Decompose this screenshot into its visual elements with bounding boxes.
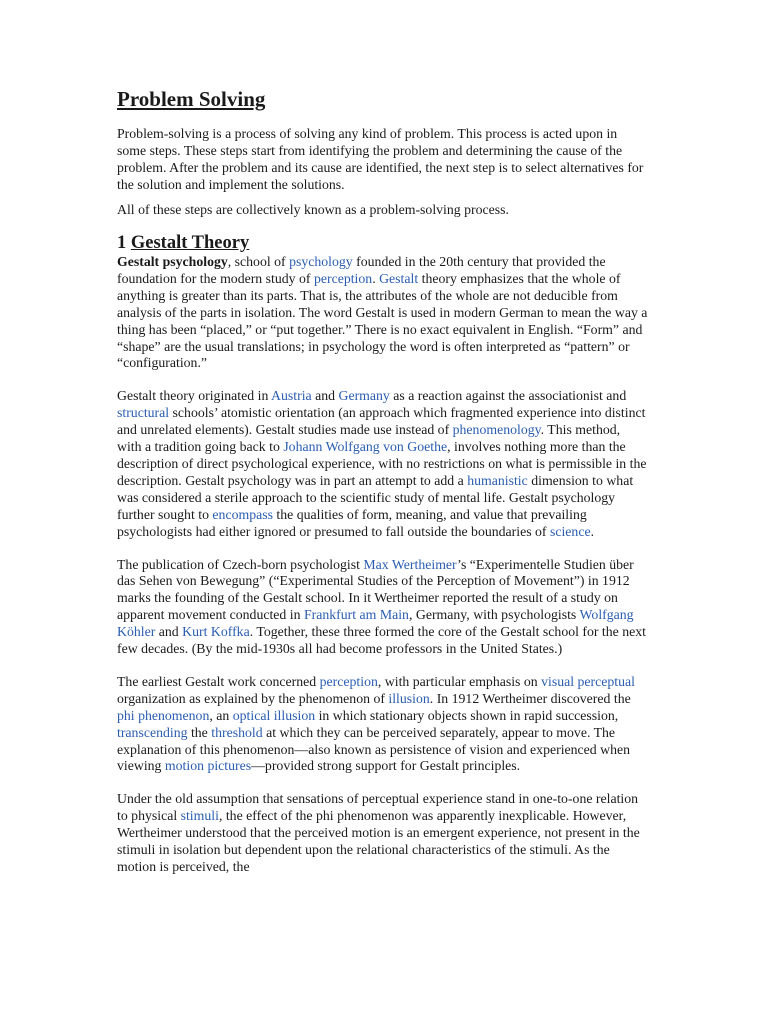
- text-run: the qualities of form, meaning, and value that prevailing psychologists had either ignored or presumed to fall outside the boundaries of: [117, 506, 587, 539]
- text-run: dimension to what was considered a sterile approach to the scientific study of mental life. Gestalt psychology further sought to: [117, 472, 634, 522]
- text-run: Under the old assumption that sensations of perceptual experience stand in one-to-one relation to physical: [117, 791, 639, 824]
- section-heading-text: Gestalt Theory: [130, 233, 250, 253]
- text-run: , an: [209, 707, 233, 723]
- body-paragraph-5: [117, 791, 648, 876]
- hyperlink[interactable]: humanistic: [467, 472, 528, 488]
- text-run: as a reaction against the associationist and: [389, 388, 627, 404]
- hyperlink[interactable]: perception: [319, 673, 378, 689]
- text-run: and: [155, 624, 183, 640]
- hyperlink[interactable]: optical illusion: [232, 707, 316, 723]
- hyperlink[interactable]: stimuli: [180, 808, 219, 824]
- body-paragraph-4: [117, 674, 648, 775]
- text-run: organization as explained by the phenomenon of: [117, 690, 389, 706]
- text-run: . Together, these three formed the core of the Gestalt school for the next few decades. (By the mid-1930s all had become professors in the United States.): [117, 624, 646, 657]
- page-title: Problem Solving: [117, 87, 266, 111]
- text-run: , the effect of the phi phenomenon was apparently inexplicable. However, Wertheimer understood that the perceived motion is an emergent experience, not present in the stimuli in isolation but dependent upon the relational characteristics of the stimuli. As the motion is perceived, the: [117, 808, 640, 874]
- hyperlink[interactable]: Frankfurt am Main: [303, 607, 409, 623]
- hyperlink[interactable]: Gestalt: [379, 270, 419, 286]
- hyperlink[interactable]: motion pictures: [164, 758, 252, 774]
- text-run: in which stationary objects shown in rapid succession,: [315, 707, 619, 723]
- text-run: schools’ atomistic orientation (an approach which fragmented experience into distinct and unrelated elements). Gestalt studies made use instead of: [117, 405, 646, 438]
- text-run: theory emphasizes that the whole of anything is greater than its parts. That is, the attributes of the whole are not deducible from analysis of the parts in isolation. The word Gestalt is used in modern German to mean the way a thing has been “placed,” or “put together.” There is no exact equivalent in English. “Form” and “shape” are the usual translations; in psychology the word is often interpreted as “pattern” or “configuration.”: [117, 270, 648, 371]
- text-run: , involves nothing more than the description of direct psychological experience, with no restrictions on what is permissible in the description. Gestalt psychology was in part an attempt to add a: [117, 439, 647, 488]
- hyperlink[interactable]: perception: [313, 270, 373, 286]
- text-run: .: [590, 523, 595, 539]
- hyperlink[interactable]: Kurt Koffka: [182, 624, 250, 640]
- section-body: [117, 254, 648, 876]
- section-heading: [117, 232, 648, 254]
- hyperlink[interactable]: phi phenomenon: [117, 707, 210, 723]
- hyperlink[interactable]: Max Wertheimer: [363, 556, 458, 572]
- hyperlink[interactable]: transcending: [117, 724, 188, 740]
- text-run: , Germany, with psychologists: [408, 607, 580, 623]
- text-run: . This method, with a tradition going back to: [117, 422, 621, 455]
- body-paragraph-1: [117, 254, 648, 372]
- bold-term: Gestalt psychology: [117, 254, 228, 269]
- text-run: and: [311, 388, 339, 404]
- hyperlink[interactable]: Wolfgang Köhler: [117, 607, 634, 640]
- hyperlink[interactable]: illusion: [388, 690, 430, 706]
- text-run: founded in the 20th century that provided the foundation for the modern study of: [117, 254, 606, 286]
- hyperlink[interactable]: science: [549, 523, 591, 539]
- body-paragraph-3: [117, 557, 648, 658]
- body-paragraph-2: [117, 388, 648, 540]
- text-run: ’s “Experimentelle Studien über das Sehen von Bewegung” (“Experimental Studies of the Perception of Movement”) in 1912 marks the founding of the Gestalt school. In it Wertheimer reported the result of a study on apparent movement conducted in: [117, 556, 634, 623]
- text-run: The earliest Gestalt work concerned: [117, 673, 320, 689]
- hyperlink[interactable]: Johann Wolfgang von Goethe: [283, 439, 448, 455]
- hyperlink[interactable]: visual perceptual: [541, 673, 635, 689]
- hyperlink[interactable]: encompass: [212, 506, 273, 522]
- text-run: The publication of Czech-born psychologist: [117, 556, 364, 572]
- text-run: , with particular emphasis on: [377, 673, 542, 689]
- intro-paragraph-2: All of these steps are collectively known as a problem-solving process.: [117, 202, 509, 217]
- hyperlink[interactable]: Germany: [338, 388, 390, 404]
- hyperlink[interactable]: threshold: [211, 724, 263, 740]
- hyperlink[interactable]: Austria: [271, 388, 312, 404]
- text-run: at which they can be perceived separately, appear to move. The explanation of this phenomenon—also known as persistence of vision and experienced when viewing: [117, 724, 631, 774]
- text-run: .: [372, 270, 380, 286]
- intro-paragraph-1: Problem-solving is a process of solving any kind of problem. This process is acted upon in some steps. These steps start from identifying the problem and determining the cause of the problem. After the problem and its cause are identified, the next step is to select alternatives for the solution and implement the solutions.: [117, 126, 644, 192]
- text-run: —provided strong support for Gestalt principles.: [251, 758, 521, 774]
- text-run: Gestalt theory originated in: [117, 388, 272, 404]
- text-run: , school of: [227, 254, 290, 269]
- text-run: . In 1912 Wertheimer discovered the: [429, 690, 631, 706]
- text-run: the: [187, 724, 212, 740]
- hyperlink[interactable]: phenomenology: [452, 422, 541, 438]
- hyperlink[interactable]: structural: [117, 405, 170, 421]
- hyperlink[interactable]: psychology: [289, 254, 353, 269]
- section-number: 1: [117, 233, 127, 253]
